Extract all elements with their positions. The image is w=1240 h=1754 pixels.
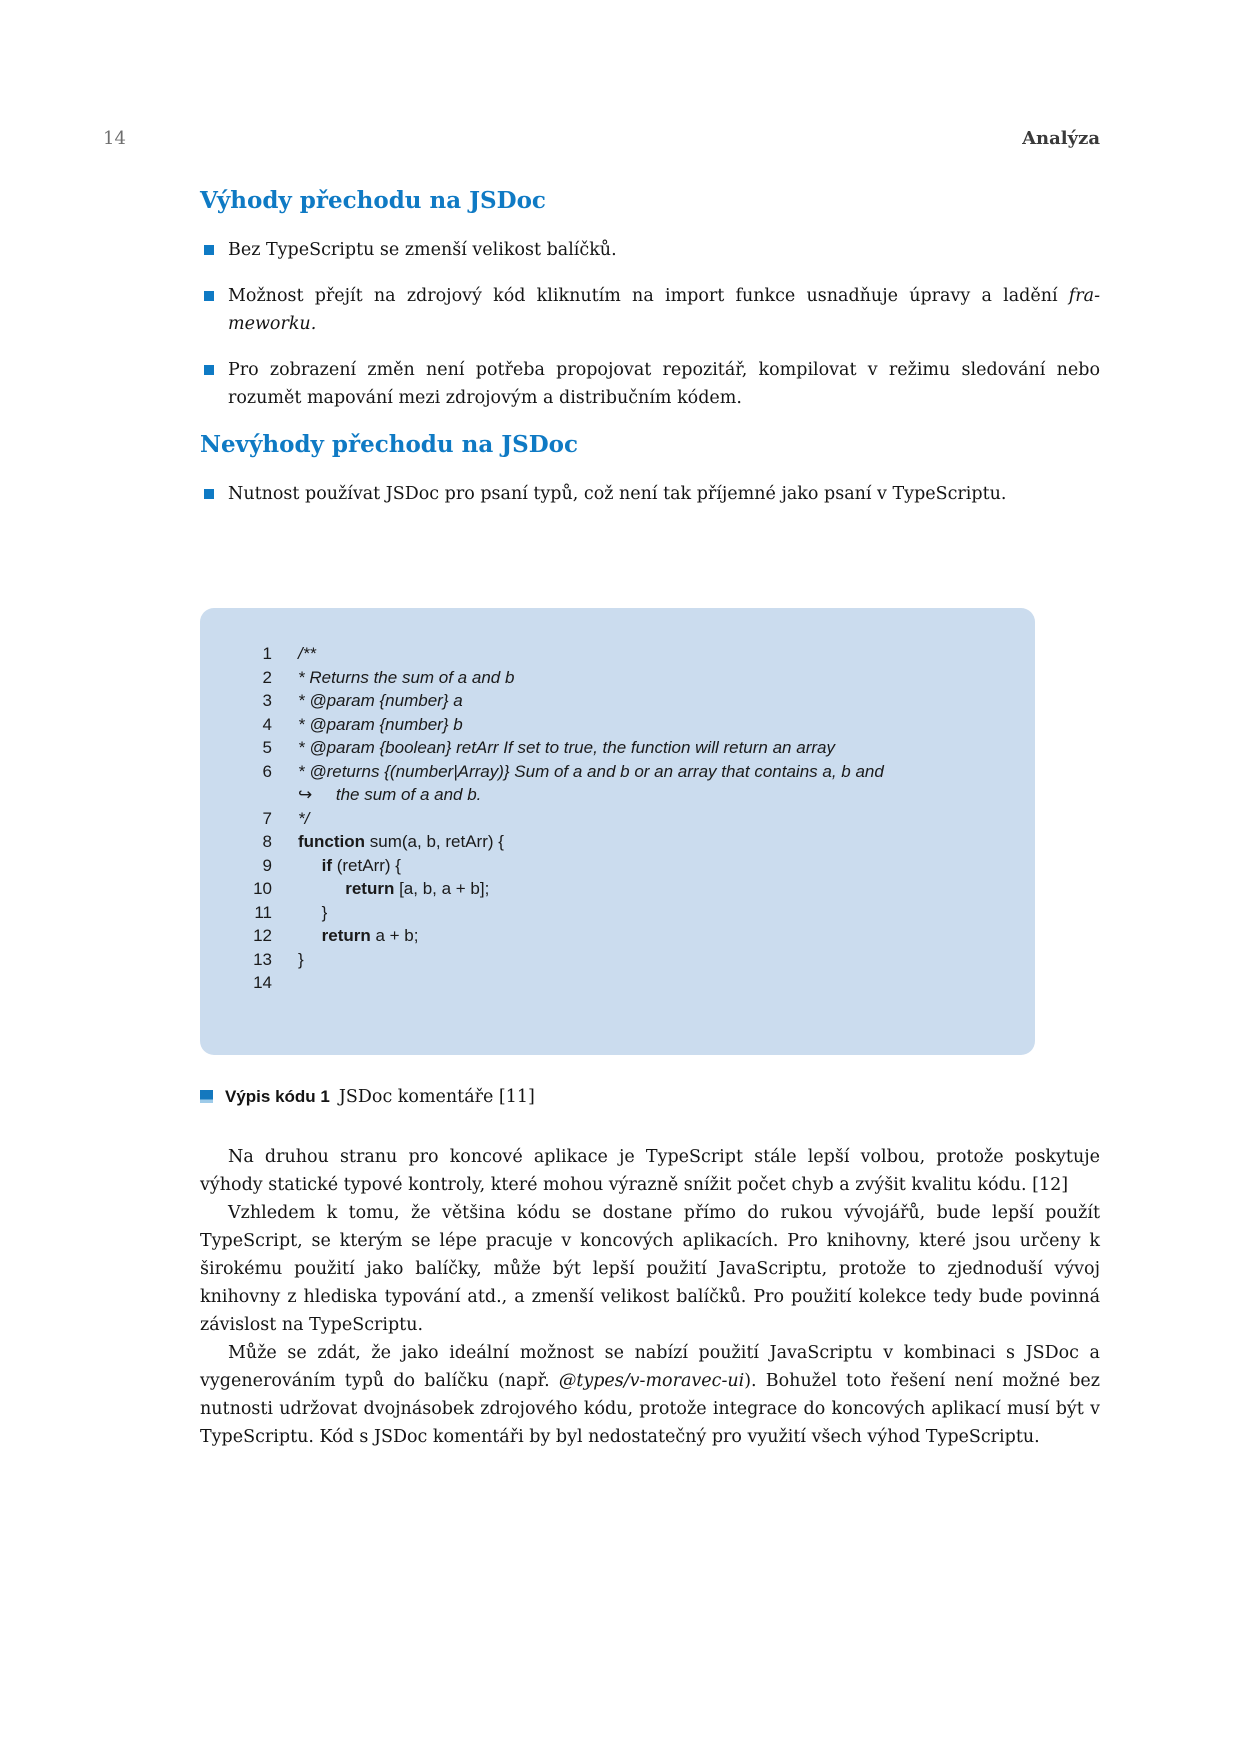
text-segment: Vzhledem k tomu, že většina kódu se dostane přímo do rukou vývojářů, bude lepší použít TypeScript, se kterým se lépe pracuje v koncových aplikacích. Pro knihovny, které jsou určeny k širokému použití jako balíčky, může být lepší použití JavaScriptu, protože to zjednoduší vývoj knihovny z hlediska typování atd., a zmenší velikost balíčků. Pro použití kolekce tedy bude povinná závislost na TypeScriptu.	[200, 1202, 1100, 1335]
code-text	[298, 642, 1015, 666]
text-segment: */	[298, 808, 310, 828]
content-column	[200, 186, 1100, 1451]
code-text	[298, 689, 1015, 713]
code-line	[200, 924, 1015, 948]
code-text	[298, 760, 1015, 784]
code-text	[298, 830, 1015, 854]
code-text	[298, 948, 1015, 972]
line-number: 14	[253, 973, 272, 992]
text-segment: the sum of a and b.	[312, 785, 482, 804]
text-segment: Na druhou stranu pro koncové aplikace je TypeScript stále lepší volbou, protože poskytuje výhody statické typové kontroly, které mohou výrazně snížit počet chyb a zvýšit kvalitu kódu. [12]	[200, 1146, 1100, 1195]
code-keyword: return	[345, 879, 395, 898]
text-segment: /**	[298, 644, 316, 663]
section-heading-disadvantages: Nevýhody přechodu na JSDoc	[200, 431, 579, 458]
line-number: 3	[262, 691, 272, 710]
code-line	[200, 736, 1015, 760]
bullet-square-icon	[204, 365, 214, 375]
bullet-square-icon	[204, 489, 214, 499]
code-text	[298, 713, 1015, 737]
bullet-square-icon	[204, 245, 214, 255]
text-segment: [a, b, a + b];	[394, 879, 490, 898]
line-number: 6	[262, 761, 272, 781]
code-line	[200, 807, 1015, 831]
text-segment: * @param {boolean} retArr If set to true, the function will return an array	[298, 738, 835, 757]
line-number: 8	[262, 832, 272, 851]
text-segment: * @param {number} b	[298, 714, 463, 734]
text-segment: * Returns the sum of a and b	[298, 667, 515, 687]
paragraph	[200, 1143, 1100, 1199]
text-segment: * @param {number} a	[298, 691, 463, 710]
code-line	[200, 666, 1015, 690]
section-heading-advantages: Výhody přechodu na JSDoc	[200, 187, 546, 214]
code-text	[298, 924, 1015, 948]
code-text	[298, 854, 1015, 878]
code-line	[200, 948, 1015, 972]
list-item-text	[228, 480, 1100, 508]
code-keyword: function	[298, 832, 366, 851]
paragraph	[200, 1339, 1100, 1451]
line-number	[200, 783, 298, 807]
text-segment	[298, 879, 345, 898]
line-number: 1	[262, 644, 272, 663]
chapter-title: Analýza	[1022, 128, 1100, 149]
caption-text: JSDoc komentáře [11]	[338, 1086, 535, 1107]
caption-label: Výpis kódu 1	[225, 1086, 330, 1106]
line-number: 13	[253, 949, 272, 969]
text-segment: fra-	[1068, 286, 1100, 306]
code-line	[200, 854, 1015, 878]
text-segment: Může se zdát, že jako ideální možnost se nabízí použití JavaScriptu v kombinaci s JSDoc a vygenerováním typů do balíčku (např.	[200, 1342, 1100, 1391]
line-number: 10	[253, 879, 272, 898]
code-text	[298, 807, 1015, 831]
code-line	[200, 830, 1015, 854]
text-segment: Možnost přejít na zdrojový kód kliknutím na import funkce usnadňuje úpravy a ladění	[228, 286, 1069, 306]
list-item	[200, 480, 1100, 508]
list-item	[200, 236, 1100, 264]
code-text	[298, 971, 1015, 995]
text-segment: sum(a, b, retArr) {	[365, 832, 504, 851]
text-segment	[298, 926, 322, 945]
line-number: 5	[262, 738, 272, 757]
code-text	[298, 736, 1015, 760]
text-segment: Bez TypeScriptu se zmenší velikost balíčků.	[228, 240, 617, 260]
code-keyword: if	[321, 855, 333, 875]
text-segment	[298, 856, 322, 875]
page-header	[103, 128, 1100, 149]
line-number: 4	[262, 714, 272, 734]
text-segment: a + b;	[370, 926, 419, 945]
code-text	[298, 666, 1015, 690]
code-line	[200, 877, 1015, 901]
code-line	[200, 713, 1015, 737]
line-number: 9	[262, 855, 272, 875]
code-line	[200, 642, 1015, 666]
code-text	[298, 783, 1015, 807]
text-segment: Pro zobrazení změn není potřeba propojovat repozitář, kompilovat v režimu sledování nebo rozumět mapování mezi zdrojovým a distribučním kódem.	[228, 360, 1100, 408]
list-item	[200, 356, 1100, 412]
code-keyword: return	[321, 926, 371, 945]
code-text	[298, 877, 1015, 901]
line-number: 11	[254, 902, 272, 922]
page-number: 14	[103, 128, 126, 149]
list-item	[200, 282, 1100, 338]
code-text	[298, 901, 1015, 925]
code-listing	[200, 608, 1035, 1055]
paragraph	[200, 1199, 1100, 1339]
text-segment: * @returns {(number|Array)} Sum of a and b or an array that contains a, b and	[298, 761, 884, 781]
text-segment: ). Bohužel toto řešení není možné bez nutnosti udržovat dvojnásobek zdrojového kódu, protože integrace do koncových aplikací musí být v TypeScriptu. Kód s JSDoc komentáři by byl nedostatečný pro využití všech výhod TypeScriptu.	[200, 1370, 1100, 1447]
list-item-text	[228, 282, 1100, 338]
listing-caption	[200, 1087, 1100, 1107]
body-paragraphs	[200, 1143, 1100, 1451]
wrap-arrow-icon: ↪	[298, 785, 313, 804]
text-segment: (retArr) {	[332, 855, 401, 875]
line-number: 7	[262, 808, 272, 828]
text-segment: Nutnost používat JSDoc pro psaní typů, což není tak příjemné jako psaní v TypeScriptu.	[228, 484, 1007, 504]
code-line	[200, 901, 1015, 925]
advantages-list	[200, 236, 1100, 412]
text-segment: }	[298, 902, 328, 922]
bullet-square-icon	[204, 291, 214, 301]
disadvantages-list	[200, 480, 1100, 508]
caption-square-icon	[200, 1090, 213, 1103]
line-number: 2	[262, 667, 272, 687]
text-segment: }	[298, 949, 304, 969]
text-segment: meworku.	[228, 314, 317, 334]
list-item-text	[228, 356, 1100, 412]
code-line	[200, 971, 1015, 995]
code-line	[200, 783, 1015, 807]
code-line	[200, 760, 1015, 784]
code-line	[200, 689, 1015, 713]
line-number: 12	[253, 926, 272, 945]
text-segment: @types/v-moravec-ui	[558, 1370, 745, 1391]
list-item-text	[228, 236, 1100, 264]
